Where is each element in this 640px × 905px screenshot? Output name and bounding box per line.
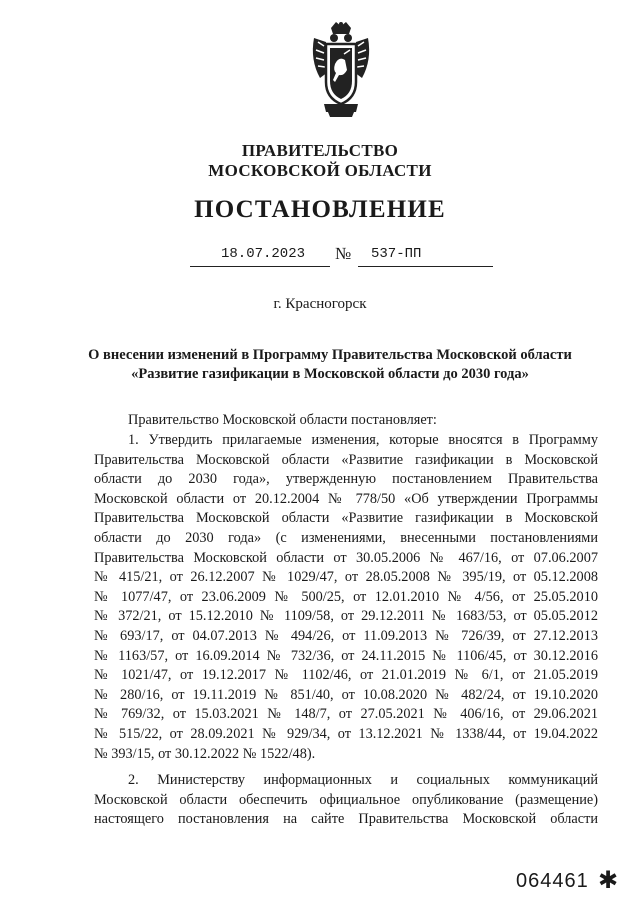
number-sign: № — [335, 244, 352, 263]
text-line: Правительства Московской области «Развитие газификации в Московской — [94, 510, 598, 527]
org-name-line1: ПРАВИТЕЛЬСТВО — [241, 141, 399, 160]
document-title-line1: О внесении изменений в Программу Правительства Московской области — [88, 347, 572, 363]
text-line: 2. Министерству информационных и социальных коммуникаций — [128, 772, 598, 788]
text-line: 1. Утвердить прилагаемые изменения, которые вносятся в Программу — [128, 432, 598, 448]
text-line: № 280/16, от 19.11.2019 № 851/40, от 10.08.2020 № 482/24, от 19.10.2020 — [94, 686, 598, 703]
text-line: Московской области обеспечить официальное опубликование (размещение) — [94, 791, 598, 808]
text-line: № 1021/47, от 19.12.2017 № 1102/46, от 21.01.2019 № 6/1, от 21.05.2019 — [94, 667, 598, 684]
text-line: Московской области от 20.12.2004 № 778/50 «Об утверждении Программы — [94, 490, 598, 507]
text-line: № 372/21, от 15.12.2010 № 1109/58, от 29.12.2011 № 1683/53, от 05.05.2012 — [94, 608, 598, 625]
text-line: № 515/22, от 28.09.2021 № 929/34, от 13.12.2021 № 1338/44, от 19.04.2022 — [94, 725, 598, 742]
text-line: настоящего постановления на сайте Правительства Московской области — [94, 811, 598, 828]
text-line: № 1077/47, от 23.06.2009 № 500/25, от 12.01.2010 № 4/56, от 25.05.2010 — [94, 588, 598, 605]
text-line: № 415/21, от 26.12.2007 № 1029/47, от 28.05.2008 № 395/19, от 05.12.2008 — [94, 569, 598, 586]
document-title — [80, 346, 580, 384]
paragraph-2 — [94, 771, 598, 830]
intro-paragraph: Правительство Московской области постановляет: — [128, 412, 437, 428]
city-name: г. Красногорск — [273, 296, 367, 312]
number-underline — [358, 266, 493, 267]
text-line: Правительства Московской области «Развитие газификации в Московской — [94, 451, 598, 468]
date-number-line — [190, 246, 500, 270]
document-date: 18.07.2023 — [220, 246, 305, 262]
document-title-line2: «Развитие газификации в Московской области до 2030 года» — [131, 366, 529, 382]
org-name-line2: МОСКОВСКОЙ ОБЛАСТИ — [208, 161, 432, 180]
asterisk-mark: ✱ — [598, 866, 619, 894]
date-underline — [190, 266, 330, 267]
coat-of-arms-icon — [306, 20, 376, 120]
text-line: № 1163/57, от 16.09.2014 № 732/36, от 24.11.2015 № 1106/45, от 30.12.2016 — [94, 647, 598, 664]
text-line: области до 2030 года», утвержденную постановлением Правительства — [94, 471, 598, 488]
text-line: Правительства Московской области от 30.05.2006 № 467/16, от 07.06.2007 — [94, 549, 598, 566]
paragraph-1 — [94, 431, 598, 764]
document-type-heading: ПОСТАНОВЛЕНИЕ — [194, 196, 446, 223]
serial-number: 064461 — [516, 870, 589, 892]
text-line: области до 2030 года» (с изменениями, внесенными постановлениями — [94, 529, 598, 546]
document-number: 537-ПП — [371, 246, 422, 262]
text-line: № 693/17, от 04.07.2013 № 494/26, от 11.09.2013 № 726/39, от 27.12.2013 — [94, 627, 598, 644]
text-line: № 393/15, от 30.12.2022 № 1522/48). — [94, 745, 316, 762]
text-line: № 769/32, от 15.03.2021 № 148/7, от 27.05.2021 № 406/16, от 29.06.2021 — [94, 706, 598, 723]
